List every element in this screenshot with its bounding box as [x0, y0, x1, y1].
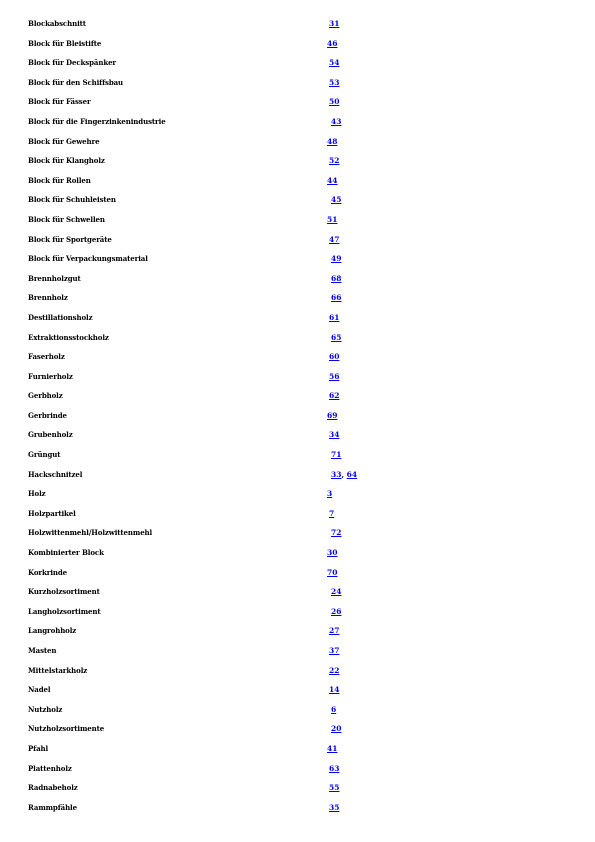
page-link[interactable]: 45	[331, 195, 342, 205]
index-entry	[0, 465, 595, 485]
index-term: Destillationsholz	[28, 312, 93, 322]
page-references	[329, 778, 339, 798]
index-entry	[0, 582, 595, 602]
index-term: Masten	[28, 646, 57, 655]
page-references	[329, 230, 339, 250]
page-references	[331, 112, 341, 132]
page-references	[329, 53, 339, 73]
page-references	[327, 739, 337, 759]
index-entry	[0, 190, 595, 210]
page-link[interactable]: 54	[329, 58, 340, 68]
index-term: Block für Bleistifte	[28, 38, 102, 48]
page-references	[327, 132, 337, 152]
page-link[interactable]: 47	[329, 234, 340, 244]
page-references	[329, 151, 339, 171]
page-references	[329, 308, 339, 328]
index-entry	[0, 759, 595, 779]
index-entry	[0, 425, 595, 445]
page-references	[327, 543, 337, 563]
page-references	[331, 269, 341, 289]
index-term: Langholzsortiment	[28, 606, 101, 616]
index-entry	[0, 132, 595, 152]
index-entry	[0, 210, 595, 230]
index-entry	[0, 269, 595, 289]
page-references	[331, 445, 341, 465]
page-link[interactable]: 61	[329, 312, 340, 322]
page-link[interactable]: 50	[329, 97, 340, 107]
index-term: Rammpfähle	[28, 802, 77, 812]
page-references	[331, 582, 341, 602]
index-entry	[0, 92, 595, 112]
index-entry	[0, 308, 595, 328]
index-term: Block für Rollen	[28, 175, 91, 185]
page-link[interactable]: 20	[331, 724, 342, 734]
index-term: Block für die Fingerzinkenindustrie	[28, 116, 166, 126]
page-references	[329, 347, 339, 367]
page-references	[329, 386, 339, 406]
page-link[interactable]: 68	[331, 273, 342, 283]
index-list	[0, 14, 595, 817]
index-entry	[0, 543, 595, 563]
page-link[interactable]: 53	[329, 77, 340, 87]
page-references	[331, 288, 341, 308]
page-link[interactable]: 41	[327, 743, 338, 753]
page-references	[329, 621, 339, 641]
index-term: Pfahl	[28, 743, 49, 753]
page-references	[329, 14, 339, 34]
page-references	[327, 484, 332, 504]
index-entry	[0, 328, 595, 348]
index-entry	[0, 112, 595, 132]
index-entry	[0, 719, 595, 739]
index-entry	[0, 504, 595, 524]
page-references	[327, 34, 337, 54]
page-link[interactable]: 56	[329, 371, 340, 381]
index-entry	[0, 406, 595, 426]
page-references	[331, 190, 341, 210]
index-term: Nutzholz	[28, 704, 63, 714]
index-entry	[0, 249, 595, 269]
index-term: Radnabeholz	[28, 783, 78, 793]
page-references	[331, 700, 336, 720]
index-entry	[0, 386, 595, 406]
page-link[interactable]: 33	[331, 469, 342, 479]
page-link[interactable]: 37	[329, 646, 340, 655]
page-link[interactable]: 55	[329, 783, 340, 793]
page-references	[329, 504, 334, 524]
index-term: Faserholz	[28, 352, 65, 362]
index-term: Block für Fässer	[28, 97, 91, 107]
index-entry	[0, 445, 595, 465]
index-entry	[0, 700, 595, 720]
page-references	[329, 425, 339, 445]
index-term: Mittelstarkholz	[28, 665, 88, 675]
index-entry	[0, 151, 595, 171]
page-link[interactable]: 27	[329, 626, 340, 636]
page-link[interactable]: 22	[329, 665, 340, 675]
index-entry	[0, 53, 595, 73]
page-link[interactable]: 35	[329, 802, 340, 812]
page-link[interactable]: 3	[327, 489, 333, 499]
page-link[interactable]: 26	[331, 606, 342, 616]
index-term: Block für Sportgeräte	[28, 234, 112, 244]
page-link[interactable]: 51	[327, 214, 338, 224]
page-link[interactable]: 7	[329, 508, 335, 518]
page-references	[329, 661, 339, 681]
index-term: Extraktionsstockholz	[28, 332, 109, 342]
index-entry	[0, 661, 595, 681]
page-link[interactable]: 70	[327, 567, 338, 577]
page-references	[329, 92, 339, 112]
page-link[interactable]: 48	[327, 136, 338, 146]
page-link[interactable]: 65	[331, 332, 342, 342]
index-entry	[0, 171, 595, 191]
index-entry	[0, 73, 595, 93]
page-link[interactable]: 30	[327, 548, 338, 558]
page-link[interactable]: 34	[329, 430, 340, 440]
page-references	[329, 759, 339, 779]
index-term: Furnierholz	[28, 371, 73, 381]
index-term: Kurzholzsortiment	[28, 587, 100, 597]
page-references	[329, 798, 339, 818]
index-term: Blockabschnitt	[28, 19, 86, 28]
index-term: Block für den Schiffsbau	[28, 77, 124, 87]
page-references	[331, 328, 341, 348]
page-link[interactable]: 62	[329, 391, 340, 401]
page-references	[329, 367, 339, 387]
page-link[interactable]: 72	[331, 528, 342, 538]
index-term: Nutzholzsortimente	[28, 724, 105, 734]
index-term: Hackschnitzel	[28, 469, 83, 479]
page-link[interactable]: 43	[331, 116, 342, 126]
index-term: Grüngut	[28, 450, 61, 460]
index-entry	[0, 602, 595, 622]
index-entry	[0, 230, 595, 250]
index-entry	[0, 484, 595, 504]
page-link[interactable]: 60	[329, 352, 340, 362]
page-references	[331, 602, 341, 622]
page-references	[327, 171, 337, 191]
page-references	[327, 563, 337, 583]
index-entry	[0, 621, 595, 641]
index-entry	[0, 641, 595, 661]
index-term: Gerbrinde	[28, 410, 67, 420]
index-term: Block für Verpackungsmaterial	[28, 254, 148, 264]
index-entry	[0, 680, 595, 700]
page-references	[329, 641, 339, 661]
page-link[interactable]: 69	[327, 410, 338, 420]
index-term: Plattenholz	[28, 763, 72, 773]
page-link[interactable]: 71	[331, 450, 342, 460]
index-entry	[0, 14, 595, 34]
page-link[interactable]: 66	[331, 293, 342, 303]
page-link[interactable]: 46	[327, 38, 338, 48]
page-references	[329, 73, 339, 93]
index-term: Grubenholz	[28, 430, 73, 440]
page-references	[331, 249, 341, 269]
page-references	[331, 465, 357, 485]
page-link[interactable]: 6	[331, 704, 337, 714]
index-entry	[0, 367, 595, 387]
page-references	[327, 210, 337, 230]
page-link[interactable]: 14	[329, 685, 340, 695]
index-term: Holzpartikel	[28, 508, 76, 518]
index-term: Langrohholz	[28, 626, 77, 636]
index-entry	[0, 798, 595, 818]
index-term: Holz	[28, 489, 46, 499]
page-link[interactable]: 52	[329, 156, 340, 166]
index-entry	[0, 739, 595, 759]
page-link[interactable]: 31	[329, 19, 340, 28]
index-term: Block für Gewehre	[28, 136, 100, 146]
index-term: Nadel	[28, 685, 51, 695]
index-term: Kombinierter Block	[28, 548, 104, 558]
page-separator: ,	[341, 469, 347, 479]
page-references	[331, 719, 341, 739]
index-entry	[0, 778, 595, 798]
index-term: Block für Schuhleisten	[28, 195, 116, 205]
page-link[interactable]: 24	[331, 587, 342, 597]
page-link[interactable]: 49	[331, 254, 342, 264]
page-references	[329, 680, 339, 700]
index-term: Block für Klangholz	[28, 156, 105, 166]
index-entry	[0, 523, 595, 543]
index-term: Brennholzgut	[28, 273, 81, 283]
index-entry	[0, 34, 595, 54]
page-link[interactable]: 64	[346, 469, 358, 479]
index-entry	[0, 347, 595, 367]
page-link[interactable]: 63	[329, 763, 340, 773]
page-references	[327, 406, 337, 426]
index-term: Block für Deckspänker	[28, 58, 117, 68]
index-entry	[0, 288, 595, 308]
index-term: Gerbholz	[28, 391, 63, 401]
index-term: Holzwittenmehl/Holzwittenmehl	[28, 528, 153, 538]
page-references	[331, 523, 341, 543]
page-link[interactable]: 44	[327, 175, 338, 185]
index-term: Block für Schwellen	[28, 214, 105, 224]
index-entry	[0, 563, 595, 583]
index-term: Brennholz	[28, 293, 68, 303]
index-term: Korkrinde	[28, 567, 68, 577]
